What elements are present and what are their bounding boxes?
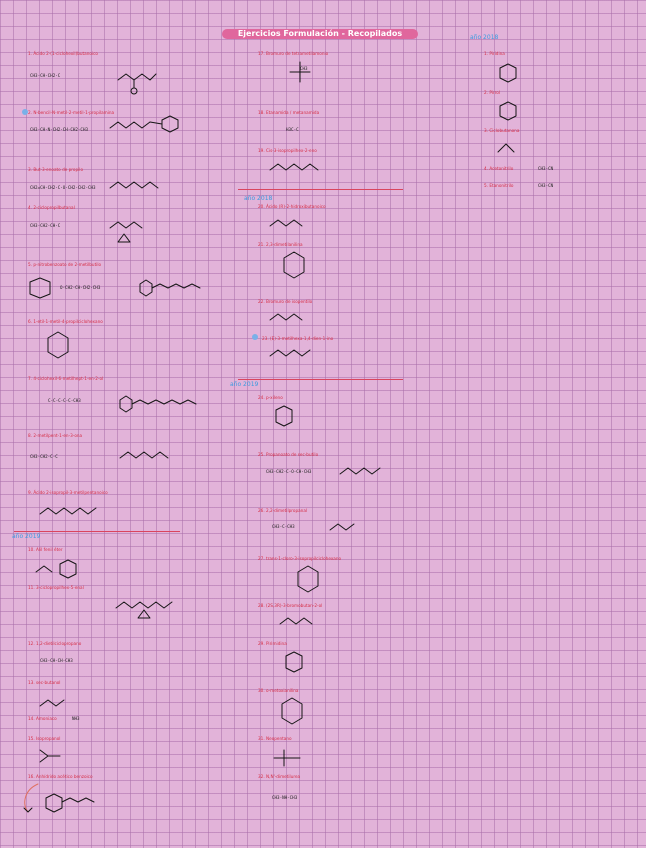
skeletal-structure xyxy=(110,216,160,246)
benzene-ring xyxy=(270,404,300,434)
exercise-label: 25. Propanoato de sec-butilo xyxy=(258,452,319,457)
skeletal-structure xyxy=(120,390,240,420)
exercise-label: 1. Ácido 2-(1-ciclohexil)butanoico xyxy=(28,51,98,56)
exercise-label: 1. Piridina xyxy=(484,51,505,56)
skeletal-structure xyxy=(494,138,524,162)
skeletal-structure xyxy=(270,158,330,178)
condensed-formula: CH3-CH2-CH-C xyxy=(30,223,61,228)
condensed-formula: CH3-CH-N-CH2-CH-CH2-CH3 xyxy=(30,127,88,132)
skeletal-structure xyxy=(270,214,320,234)
exercise-label: 9. Ácido 2-isopropil-3-metilpentanoico xyxy=(28,490,108,495)
exercise-label: 3. Ciclobutanona xyxy=(484,128,520,133)
condensed-formula: CH3-CH-CH2-C xyxy=(30,73,61,78)
exercise-label: 32. N,N'-dimetilurea xyxy=(258,774,301,779)
condensed-formula: CH3-CH2-C-C xyxy=(30,454,58,459)
condensed-formula: CH3-CH-CH-CH3 xyxy=(40,658,73,663)
skeletal-structure xyxy=(110,112,190,142)
exercise-label: 15. Isopropanol xyxy=(28,736,61,741)
condensed-formula: CH3-C-CH3 xyxy=(272,524,295,529)
exercise-label: 16. Anhídrido acético benzoico xyxy=(28,774,93,779)
pyrimidine-ring xyxy=(280,650,310,680)
exercise-label: 30. o-metoxianilina xyxy=(258,688,299,693)
skeletal-structure xyxy=(270,308,320,328)
condensed-formula: NH3 xyxy=(72,716,80,721)
exercise-label: 8. 2-metilpent-1-en-3-ona xyxy=(28,433,83,438)
skeletal-structure xyxy=(270,748,310,768)
condensed-formula: O-CH2-CH-CH2-CH3 xyxy=(60,285,101,290)
exercise-label: 2. Pirrol xyxy=(484,90,500,95)
condensed-formula: CH2=CH-CH2-C-O-CH2-CH2-CH3 xyxy=(30,185,96,190)
exercise-label: 26. 2,2-dimetilpropanal xyxy=(258,508,308,513)
exercise-label: 5. Etanonitrilo xyxy=(484,183,514,188)
skeletal-structure xyxy=(270,344,330,364)
skeletal-structure xyxy=(120,446,180,466)
exercise-label: 27. trans-1-cloro-3-isopropilciclohexano xyxy=(258,556,342,561)
condensed-formula: CH3-CH2-C-O-CH-CH3 xyxy=(266,469,312,474)
skeletal-structure xyxy=(280,612,330,636)
exercise-label: 4. 2-ciclopropilbutanal xyxy=(28,205,75,210)
skeletal-structure xyxy=(40,500,110,530)
exercise-label: 23. (E)-3-metilhexa-1,4-dien-1-ino xyxy=(262,336,334,341)
year-tag-2018: año 2018 xyxy=(244,195,273,202)
exercise-label: 22. Bromuro de isopentilo xyxy=(258,299,313,304)
skeletal-structure xyxy=(118,64,168,94)
condensed-formula: H3C-C xyxy=(286,127,299,132)
skeletal-structure xyxy=(330,518,370,542)
condensed-formula: CH3-CN xyxy=(538,166,554,171)
exercise-label: 19. Cis-3-isopropilhex-2-eno xyxy=(258,148,317,153)
benzene-ring xyxy=(276,252,316,286)
exercise-label: 14. Amoniaco xyxy=(28,716,57,721)
page-title: Ejercicios Formulación - Recopilados xyxy=(222,29,418,39)
exercise-label: 31. Neopentano xyxy=(258,736,292,741)
exercise-label: 20. Ácido (R)-2-hidroxibutanoico xyxy=(258,204,326,209)
skeletal-structure xyxy=(116,594,186,620)
exercise-label: 5. p-nitrobenzoato de 2-metilbutilo xyxy=(28,262,102,267)
exercise-label: 21. 2,3-dimetilanilina xyxy=(258,242,303,247)
skeletal-structure xyxy=(340,462,400,482)
exercise-label: 28. (2S,3R)-3-bromobutan-2-ol xyxy=(258,603,323,608)
pyrrole-ring xyxy=(494,100,524,126)
skeletal-structure xyxy=(36,556,86,586)
exercise-label: 13. sec-butanol xyxy=(28,680,61,685)
year-tag-2018: año 2018 xyxy=(470,34,499,41)
year-tag-2019: año 2019 xyxy=(230,381,259,388)
benzene-ring xyxy=(20,278,60,308)
exercise-label: 18. Etanamida / metanamida xyxy=(258,110,320,115)
condensed-formula: C-C-C-C-C-CH3 xyxy=(48,398,81,403)
year-tag-2019: año 2019 xyxy=(12,533,41,540)
skeletal-structure xyxy=(40,694,80,714)
exercise-label: 12. 1,2-dietilciclopropano xyxy=(28,641,82,646)
exercise-label: 6. 1-etil-1-metil-4-propilciclohexano xyxy=(28,319,103,324)
skeletal-structure xyxy=(40,746,80,766)
pyridine-ring xyxy=(494,62,524,88)
exercise-label: 2. N-bencil-N-metil-2-metil-1-propilamina xyxy=(28,110,115,115)
exercise-label: 3. But-3-enoato de propilo xyxy=(28,167,84,172)
skeletal-structure xyxy=(46,790,126,820)
skeletal-structure xyxy=(110,176,170,196)
ammonium-structure xyxy=(284,58,324,88)
benzene-ring xyxy=(274,698,314,732)
exercise-label: 24. p-xileno xyxy=(258,395,283,400)
condensed-formula: CH3 xyxy=(300,66,308,71)
exercise-label: 17. Bromuro de tetrametilamonio xyxy=(258,51,329,56)
exercise-label: 4. Acetonitrilo xyxy=(484,166,514,171)
reaction-arrow xyxy=(14,780,54,820)
skeletal-structure xyxy=(140,278,230,298)
condensed-formula: CH3-NH-CH3 xyxy=(272,795,298,800)
cyclohexane-ring xyxy=(40,330,80,370)
exercise-label: 29. Pirimidina xyxy=(258,641,287,646)
section-divider xyxy=(238,189,403,190)
highlight-dot xyxy=(252,334,258,340)
exercise-label: 10. Alil fenil éter xyxy=(28,547,63,552)
exercise-label: 7. 4-ciclohexil-6-metilhept-1-en-2-ol xyxy=(28,376,104,381)
section-divider xyxy=(238,379,403,380)
exercise-label: 11. 3-ciclopropilhex-5-enal xyxy=(28,585,84,590)
cyclohexane-ring xyxy=(290,566,330,600)
condensed-formula: CH3-CN xyxy=(538,183,554,188)
section-divider xyxy=(14,531,180,532)
